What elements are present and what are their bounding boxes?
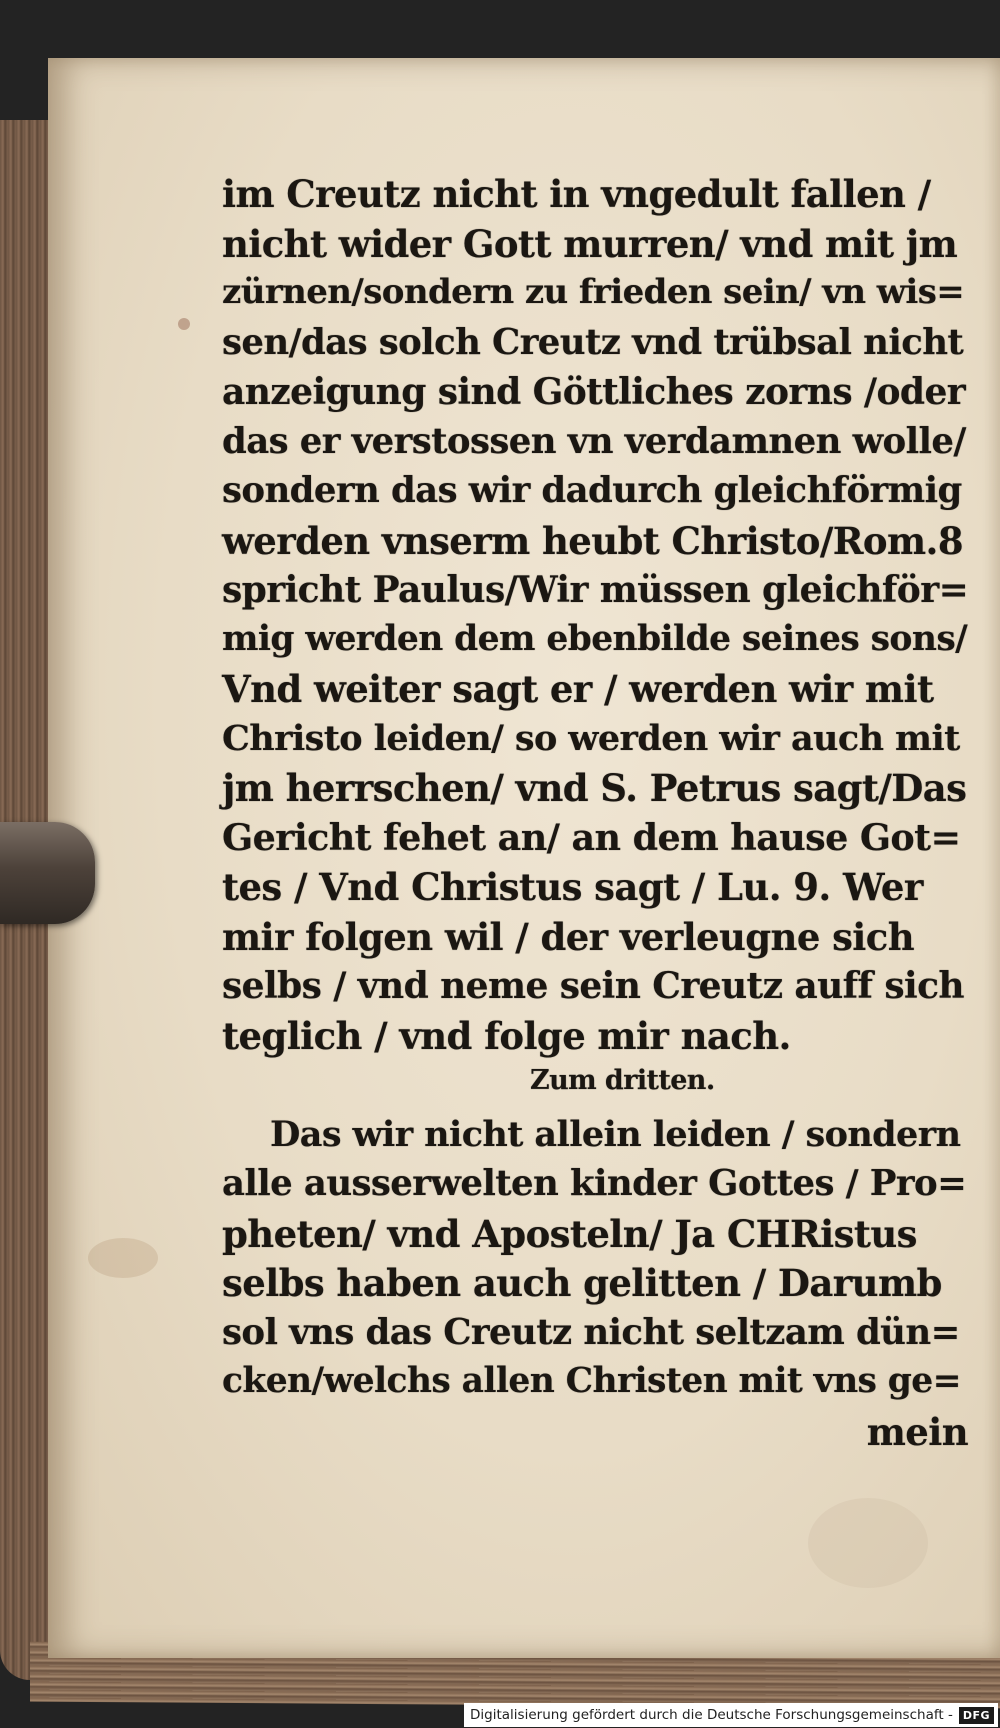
text-line: selbs haben auch gelitten / Darumb [222, 1261, 942, 1305]
text-line: werden vnserm heubt Christo/Rom.8 [222, 518, 963, 563]
text-line: Vnd weiter sagt er / werden wir mit [222, 667, 934, 711]
stain [808, 1498, 928, 1588]
text-line: im Creutz nicht in vngedult fallen / [222, 172, 931, 216]
text-line: sol vns das Creutz nicht seltzam dün= [222, 1311, 960, 1353]
text-line: tes / Vnd Christus sagt / Lu. 9. Wer [222, 865, 923, 909]
text-line: mir folgen wil / der verleugne sich [222, 914, 914, 959]
catchword: mein [866, 1409, 968, 1454]
book-clasp [0, 822, 95, 924]
stain [88, 1238, 158, 1278]
text-line: Gericht fehet an/ an dem hause Got= [222, 815, 961, 859]
text-line: sen/das solch Creutz vnd trübsal nicht [222, 321, 964, 363]
dfg-logo-icon: DFG [959, 1707, 994, 1724]
text-line: das er verstossen vn verdamnen wolle/ [222, 420, 966, 462]
text-line: anzeigung sind Göttliches zorns /oder [222, 371, 966, 413]
text-line: pheten/ vnd Aposteln/ Ja CHRistus [222, 1211, 917, 1256]
text-line: mig werden dem ebenbilde seines sons/ [222, 618, 968, 659]
stain [178, 318, 190, 330]
text-line: Christo leiden/ so werden wir auch mit [222, 717, 960, 759]
text-line: zürnen/sondern zu frieden sein/ vn wis= [222, 272, 965, 312]
text-line: sondern das wir dadurch gleichförmig [222, 470, 962, 511]
text-line: Das wir nicht allein leiden / sondern [270, 1113, 961, 1155]
text-line: nicht wider Gott murren/ vnd mit jm [222, 221, 958, 266]
page-text [222, 172, 969, 1463]
section-heading: Zum dritten. [530, 1065, 715, 1096]
text-line: teglich / vnd folge mir nach. [222, 1013, 791, 1058]
text-line: jm herrschen/ vnd S. Petrus sagt/Das [222, 766, 967, 810]
text-line: cken/welchs allen Christen mit vns ge= [222, 1361, 961, 1401]
footer-text: Digitalisierung gefördert durch die Deutsche Forschungsgemeinschaft - [470, 1707, 953, 1723]
text-line: selbs / vnd neme sein Creutz auff sich [222, 965, 965, 1007]
text-line: alle ausserwelten kinder Gottes / Pro= [222, 1163, 967, 1204]
digitization-footer [464, 1703, 998, 1727]
text-line: spricht Paulus/Wir müssen gleichför= [222, 569, 969, 611]
